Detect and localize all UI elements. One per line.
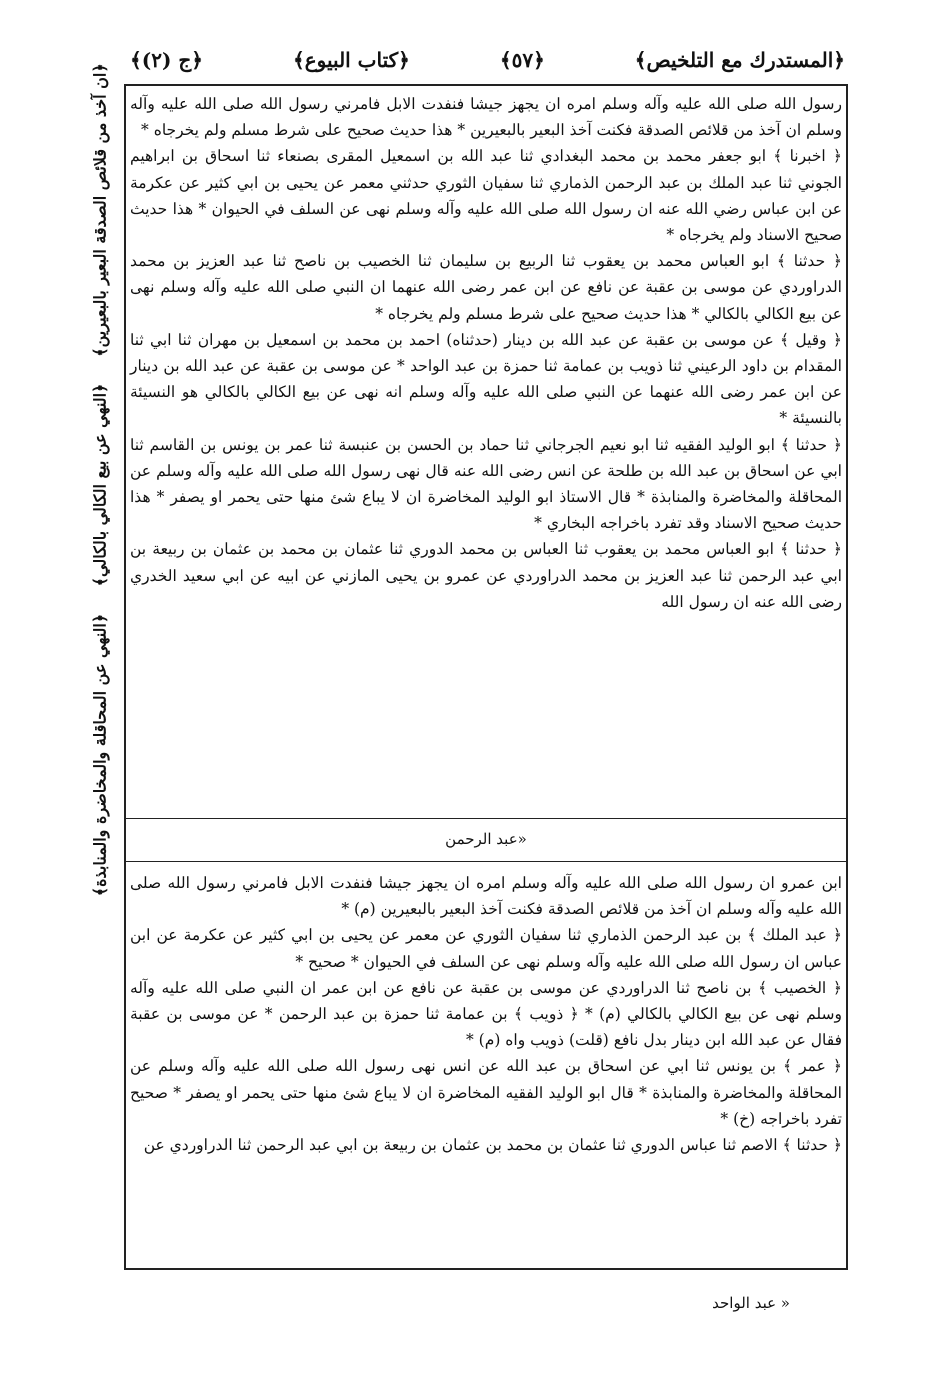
talkhis-paragraph: ابن عمرو ان رسول الله صلى الله عليه وآله وسلم امره ان يجهز جيشا فنفدت الابل فامرني رسول الله صلى الله عليه وآله وسلم ان آخذ من قلائص الصدقة فكنت آخذ البعير بالبعيرين (م) *: [130, 874, 842, 919]
margin-note-2: ﴿النهي عن بيع الكالي بالكالي﴾: [90, 383, 110, 587]
main-paragraph: رسول الله صلى الله عليه وآله وسلم امره ان يجهز جيشا فنفدت الابل فامرني رسول الله صلى الله عليه وآله وسلم ان آخذ من قلائص الصدقة فكنت آخذ البعير بالبعيرين * هذا حديث صحيح على شرط مسلم ولم يخرجاه *: [130, 95, 842, 140]
main-paragraph: ﴿ حدثنا ﴾ ابو العباس محمد بن يعقوب ثنا العباس بن محمد الدوري ثنا عثمان بن محمد بن عثمان بن ربيعة بن ابي عبد الرحمن ثنا عبد العزيز بن محمد الدراوردي عن عمرو بن يحيى المازني عن ابيه عن ابي سعيد الخدري رضى الله عنه ان رسول الله: [130, 540, 842, 611]
talkhis-text: [130, 870, 842, 1158]
talkhis-paragraph: ﴿ حدثنا ﴾ الاصم ثنا عباس الدوري ثنا عثمان بن محمد بن عثمان بن ربيعة بن ابي عبد الرحمن ثنا الدراوردي عن: [143, 1136, 842, 1155]
main-paragraph: ﴿ حدثنا ﴾ ابو العباس محمد بن يعقوب ثنا الربيع بن سليمان ثنا الخصيب بن ناصح ثنا عبد العزيز بن محمد الدراوردي عن موسى بن عقبة عن نافع عن ابن عمر رضى الله عنهما ان النبي صلى الله عليه وآله وسلم نهى عن بيع الكالي بالكالي * هذا حديث صحيح على شرط مسلم ولم يخرجاه *: [130, 252, 842, 323]
header-chapter-title: ﴿كتاب البيوع﴾: [293, 48, 410, 72]
page-header: [130, 40, 845, 80]
main-paragraph: ﴿ وقيل ﴾ عن موسى بن عقبة عن عبد الله بن دينار (حدثناه) احمد بن محمد بن اسمعيل بن مهران ثنا ابي ثنا المقدام بن داود الرعيني ثنا ذويب بن عمامة ثنا حمزة بن عبد الواحد * عن موسى بن عقبة عن عبد الله بن دينار عن ابن عمر رضى الله عنهما عن النبي صلى الله عليه وآله وسلم انه نهى عن بيع الكالي بالكالي هو النسيئة بالنسيئة *: [130, 330, 842, 428]
margin-note-1: ﴿ان آخذ من قلائص الصدقة البعير بالبعيرين﴾: [90, 63, 110, 357]
header-book-title: ﴿المستدرك مع التلخيص﴾: [634, 48, 845, 72]
main-paragraph: ﴿ اخبرنا ﴾ ابو جعفر محمد بن محمد البغدادي ثنا عبد الله بن اسمعيل المقرى بصنعاء ثنا اسحاق بن ابراهيم الجوني ثنا عبد الملك بن عبد الرحمن الذماري ثنا سفيان الثوري حدثني معمر عن يحيى بن ابي كثير عن عكرمة عن ابن عباس رضي الله عنه ان رسول الله صلى الله عليه وآله وسلم نهى عن السلف في الحيوان * هذا حديث صحيح الاسناد ولم يخرجاه *: [130, 147, 842, 245]
talkhis-paragraph: ﴿ عمر ﴾ بن يونس ثنا ابي عن اسحاق بن عبد الله عن انس نهى رسول الله صلى الله عليه وآله وسلم عن المحاقلة والمخاضرة والمنابذة * قال ابو الوليد الفقيه المخاضرة ان لا يباع شئ منها حتى يحمر او يصفر * صحيح تفرد باخراجه (خ) *: [130, 1057, 842, 1128]
header-page-number: ﴿٥٧﴾: [499, 48, 545, 72]
header-volume: ﴿ج (٢)﴾: [130, 48, 204, 72]
main-text: [130, 91, 842, 615]
talkhis-paragraph: ﴿ عبد الملك ﴾ بن عبد الرحمن الذماري ثنا سفيان الثوري عن معمر عن يحيى بن ابي كثير عن عكرمة عن ابن عباس ان رسول الله صلى الله عليه وآله وسلم نهى عن السلف في الحيوان * صحيح *: [130, 926, 842, 971]
main-paragraph: ﴿ حدثنا ﴾ ابو الوليد الفقيه ثنا ابو نعيم الجرجاني ثنا حماد بن الحسن بن عنبسة ثنا عمر بن يونس بن القاسم ثنا ابي عن اسحاق بن عبد الله بن طلحة عن انس رضى الله عنه قال نهى رسول الله صلى الله عليه وآله وسلم عن المحاقلة والمخاضرة والمنابذة * قال الاستاذ ابو الوليد المخاضرة ان لا يباع شئ منها حتى يحمر او يصفر * هذا حديث صحيح الاسناد وقد تفرد باخراجه البخاري *: [130, 435, 842, 533]
continuation-note: «عبد الرحمن: [124, 818, 848, 862]
talkhis-paragraph: ﴿ الخصيب ﴾ بن ناصح ثنا الدراوردي عن موسى بن عقبة عن نافع عن ابن عمر ان النبي صلى الله عليه وآله وسلم نهى عن بيع الكالي بالكالي (م) * ﴿ ذويب ﴾ بن عمامة ثنا حمزة بن عبد الرحمن * عن موسى بن عقبة فقال عن عبد الله ابن دينار بدل نافع (قلت) ذويب واه (م) *: [130, 978, 842, 1050]
footer-catchword: « عبد الواحد: [712, 1294, 790, 1312]
margin-note-3: ﴿النهي عن المحاقلة والمخاضرة والمنابذة﴾: [90, 613, 110, 897]
